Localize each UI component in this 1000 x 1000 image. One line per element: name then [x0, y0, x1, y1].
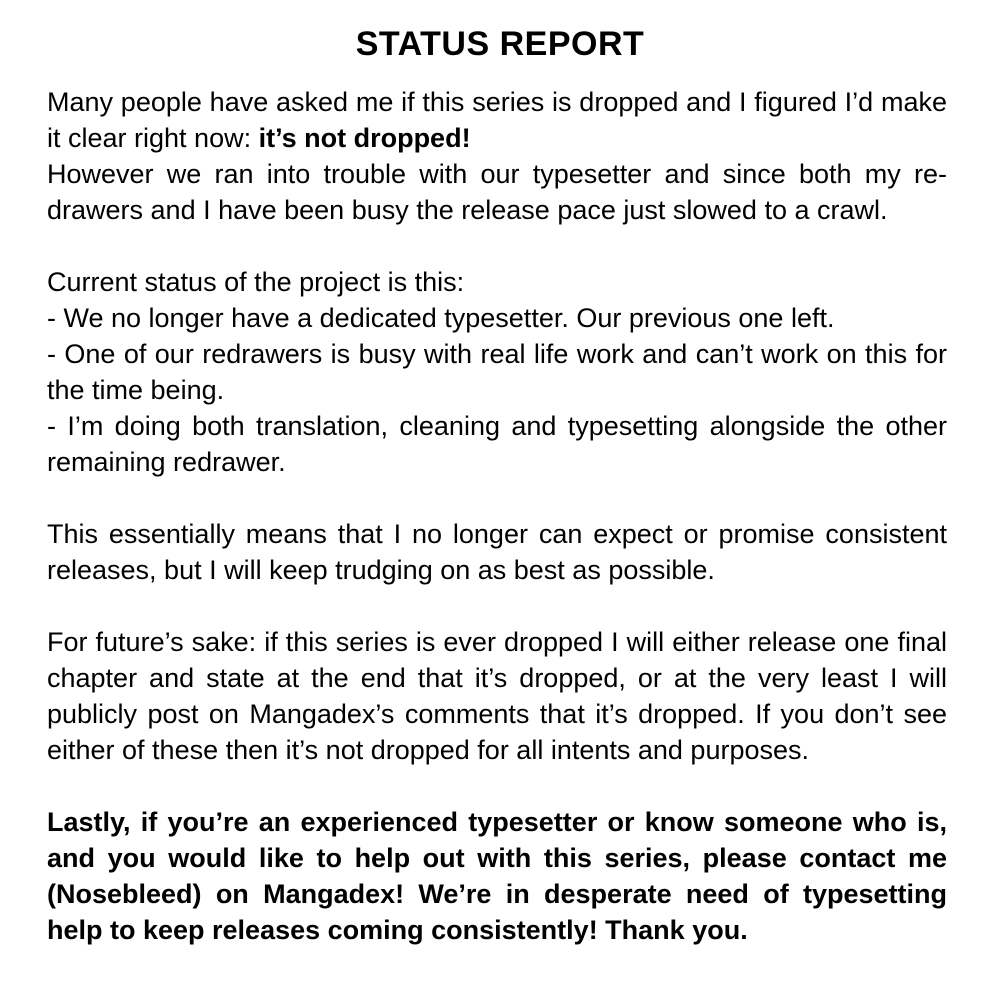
paragraph-spacer — [47, 768, 947, 804]
consequence-paragraph: This essentially means that I no longer can expect or promise consistent releases, but I will keep trudging on as best as possible. — [47, 519, 947, 585]
status-item: - I’m doing both translation, cleaning and typesetting alongside the other remaining redrawer. — [47, 411, 947, 477]
paragraph-spacer — [47, 228, 947, 264]
status-item: - We no longer have a dedicated typesetter. Our previous one left. — [47, 303, 835, 333]
status-paragraph — [47, 264, 947, 480]
closing-paragraph: Lastly, if you’re an experienced typesetter or know someone who is, and you would like to help out with this series, please contact me (Nosebleed) on Mangadex! We’re in desperate need of typesetting help to keep releases coming consistently! Thank you. — [47, 807, 947, 945]
paragraph-spacer — [47, 588, 947, 624]
page-title: STATUS REPORT — [355, 25, 645, 63]
not-dropped-emphasis: it’s not dropped! — [258, 123, 471, 153]
status-item: - One of our redrawers is busy with real life work and can’t work on this for the time being. — [47, 339, 947, 405]
report-body — [47, 84, 947, 948]
paragraph-spacer — [47, 480, 947, 516]
intro-line-1: Many people have asked me if this series is dropped and I figured I’d — [47, 87, 874, 117]
future-paragraph: For future’s sake: if this series is ever dropped I will either release one final chapter and state at the end that it’s dropped, or at the very least I will publicly post on Mangadex’s comments that it’s dropped. If you don’t see either of these then it’s not dropped for all intents and purposes. — [47, 627, 947, 765]
intro-line-2-text: make it clear right now: — [47, 87, 947, 153]
intro-trouble-text: However we ran into trouble with our typesetter and since both my re-drawers and I have been busy the release pace just slowed to a crawl. — [47, 159, 947, 225]
intro-paragraph — [47, 84, 947, 228]
status-heading: Current status of the project is this: — [47, 267, 465, 297]
